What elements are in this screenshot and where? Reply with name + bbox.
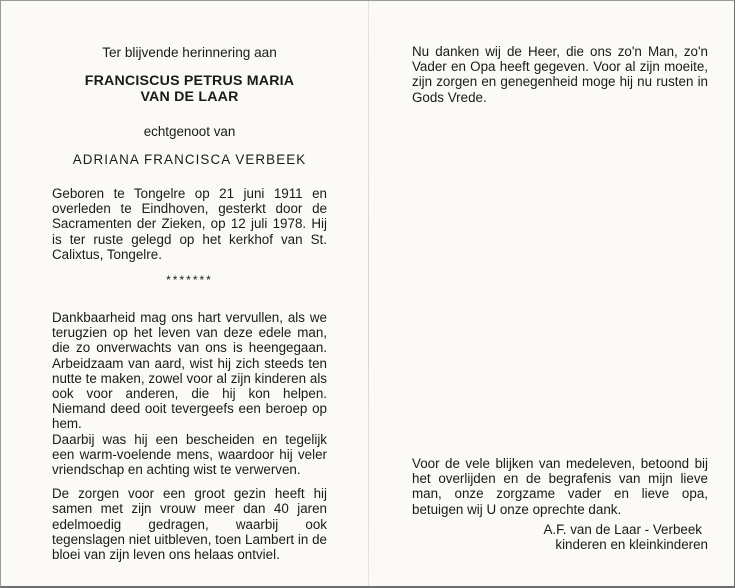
intro-text: Ter blijvende herinnering aan xyxy=(102,45,277,60)
spouse-label: echtgenoot van xyxy=(143,124,236,139)
deceased-name-line2: VAN DE LAAR xyxy=(140,89,239,105)
modest-paragraph: Daarbij was hij een bescheiden en tegelijk een warm-voelende mens, waardoor hij veler vriendschap en achting wist te verwerven. xyxy=(52,431,327,478)
birth-death-paragraph: Geboren te Tongelre op 21 juni 1911 en overleden te Eindhoven, gesterkt door de Sacramenten der Zieken, op 12 juli 1978. Hij is ter ruste gelegd op het kerkhof van St. Calixtus, Tongelre. xyxy=(52,186,327,262)
deceased-name xyxy=(52,73,327,105)
separator-stars: ******* xyxy=(166,273,213,288)
family-paragraph: De zorgen voor een groot gezin heeft hij samen met zijn vrouw meer dan 40 jaren edelmoedig gedragen, waarbij ook tegenslagen niet uitbleven, toen Lambert in de bloei van zijn leven ons helaas ontviel. xyxy=(52,486,327,563)
left-panel xyxy=(52,45,327,562)
deceased-name-line1: FRANCISCUS PETRUS MARIA xyxy=(84,73,295,89)
signature xyxy=(412,522,708,552)
signature-family: kinderen en kleinkinderen xyxy=(555,537,708,553)
spouse-name: ADRIANA FRANCISCA VERBEEK xyxy=(72,152,307,167)
card-fold-line xyxy=(368,1,369,586)
right-top-panel xyxy=(412,44,708,105)
thanks-paragraph: Voor de vele blijken van medeleven, betoond bij het overlijden en de begrafenis van mijn lieve man, onze zorgzame vader en lieve opa, betuigen wij U onze oprechte dank. xyxy=(412,456,708,517)
gratitude-paragraph: Dankbaarheid mag ons hart vervullen, als we terugzien op het leven van deze edele man, die zo onverwachts van ons is heengegaan. Arbeidzaam van aard, wist hij zich steeds ten nutte te maken, zowel voor al zijn kinderen als ook voor anderen, die hij kon helpen. Niemand deed ooit tevergeefs een beroep op hem. xyxy=(52,310,327,432)
prayer-paragraph: Nu danken wij de Heer, die ons zo'n Man, zo'n Vader en Opa heeft gegeven. Voor al zijn moeite, zijn zorgen en genegenheid moge hij nu rusten in Gods Vrede. xyxy=(412,44,708,105)
signature-name: A.F. van de Laar - Verbeek xyxy=(543,521,702,537)
right-bottom-panel xyxy=(412,456,708,552)
